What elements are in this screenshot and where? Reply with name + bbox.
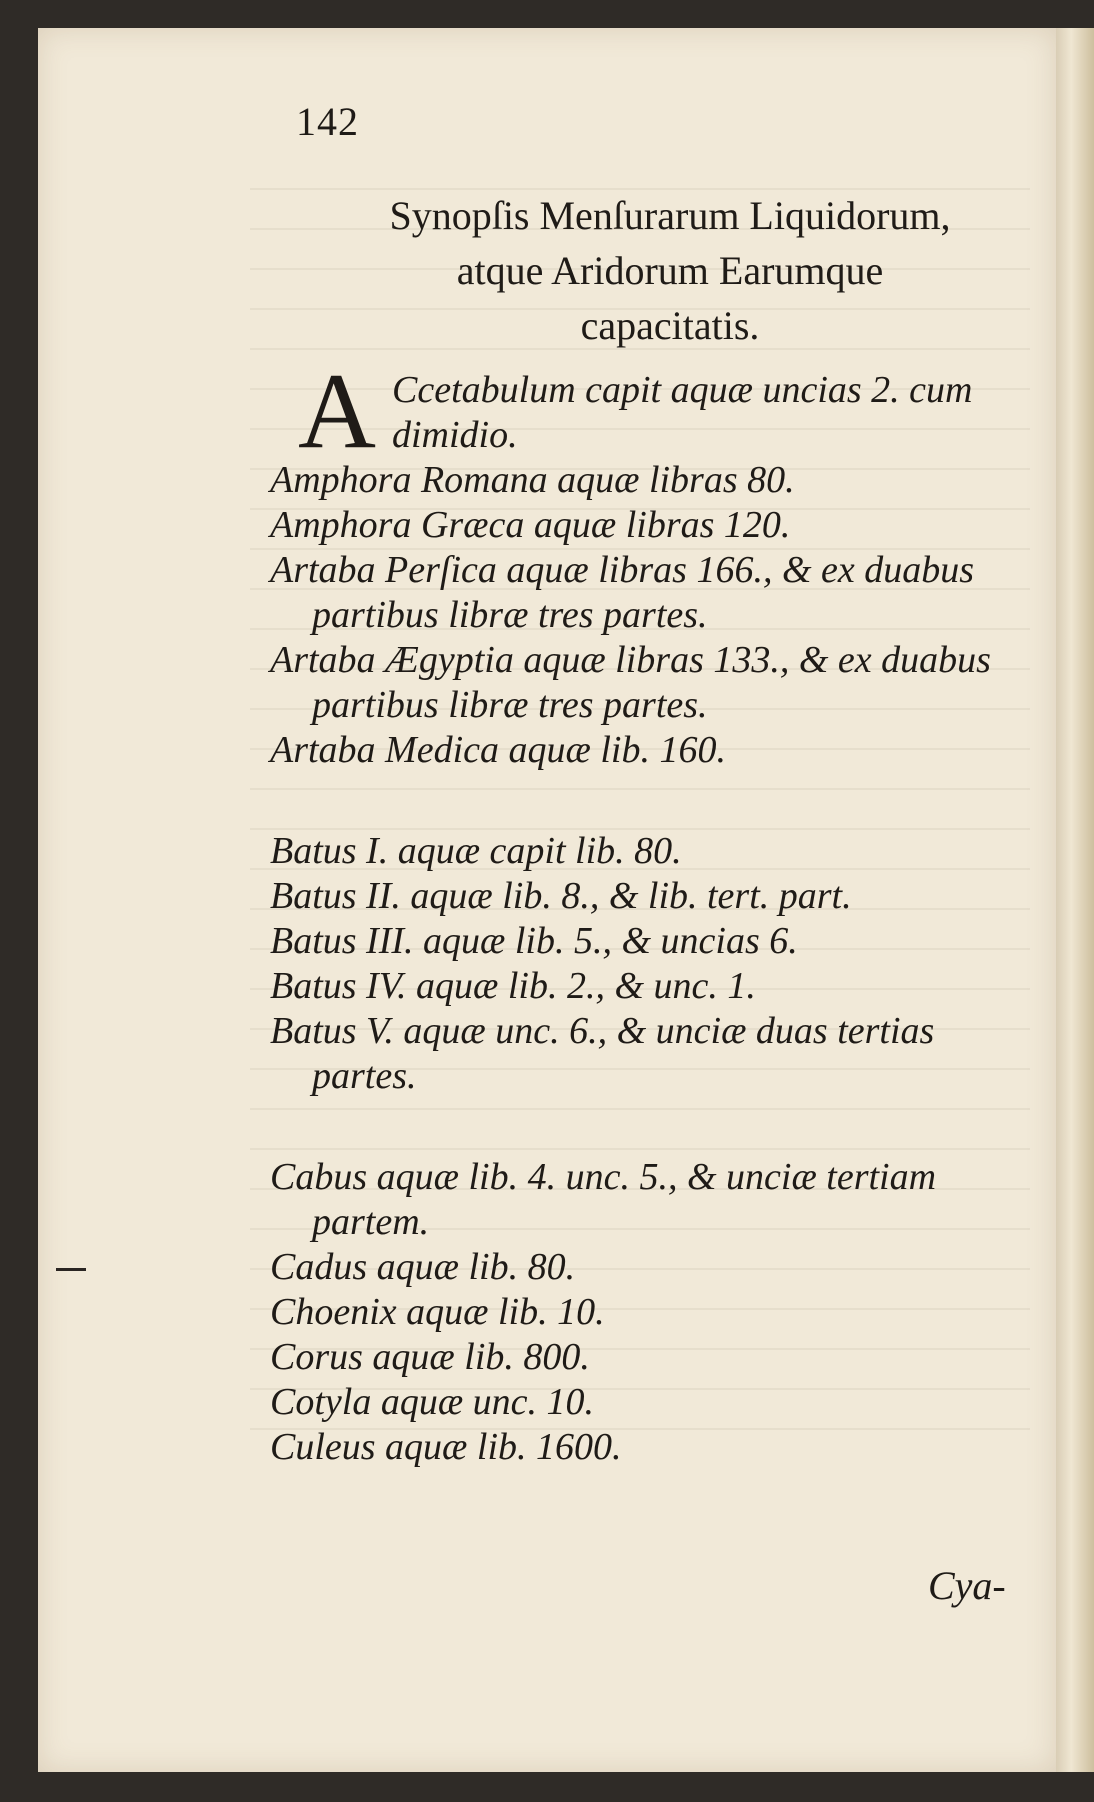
- list-item: Artaba Perſica aquæ libras 166., & ex duabus partibus libræ tres partes.: [270, 549, 975, 636]
- page-title: [300, 188, 1040, 353]
- catchword: Cya-: [928, 1563, 1006, 1608]
- list-item: Artaba Ægyptia aquæ libras 133., & ex duabus partibus libræ tres partes.: [270, 639, 991, 726]
- list-item: Batus III. aquæ lib. 5., & uncias 6.: [270, 920, 798, 962]
- entry-text: Ccetabulum capit aquæ uncias 2. cum dimidio.: [392, 369, 973, 456]
- list-item: Batus V. aquæ unc. 6., & unciæ duas tertias partes.: [270, 1010, 935, 1097]
- list-item: [270, 352, 1030, 471]
- list-item: Artaba Medica aquæ lib. 160.: [270, 729, 726, 771]
- section-gap: [270, 773, 1030, 829]
- list-item: Batus IV. aquæ lib. 2., & unc. 1.: [270, 965, 756, 1007]
- list-item: Cabus aquæ lib. 4. unc. 5., & unciæ tertiam partem.: [270, 1156, 937, 1243]
- measures-list: [270, 352, 1030, 1470]
- section-gap: [270, 1099, 1030, 1155]
- binding-gutter: [1056, 28, 1094, 1772]
- title-line: capacitatis.: [580, 303, 760, 348]
- margin-mark: [56, 1268, 86, 1271]
- list-item: Corus aquæ lib. 800.: [270, 1336, 590, 1378]
- title-line: Synopſis Menſurarum Liquidorum,: [389, 193, 951, 238]
- drop-cap: A: [298, 352, 376, 471]
- list-item: Culeus aquæ lib. 1600.: [270, 1426, 622, 1468]
- list-item: Cadus aquæ lib. 80.: [270, 1246, 576, 1288]
- list-item: Amphora Græca aquæ libras 120.: [270, 504, 791, 546]
- title-line: atque Aridorum Earumque: [456, 248, 884, 293]
- list-item: Batus I. aquæ capit lib. 80.: [270, 830, 682, 872]
- list-item: Amphora Romana aquæ libras 80.: [270, 459, 795, 501]
- list-item: Batus II. aquæ lib. 8., & lib. tert. part.: [270, 875, 852, 917]
- page-number: 142: [296, 99, 359, 144]
- list-item: Cotyla aquæ unc. 10.: [270, 1381, 595, 1423]
- list-item: Choenix aquæ lib. 10.: [270, 1291, 605, 1333]
